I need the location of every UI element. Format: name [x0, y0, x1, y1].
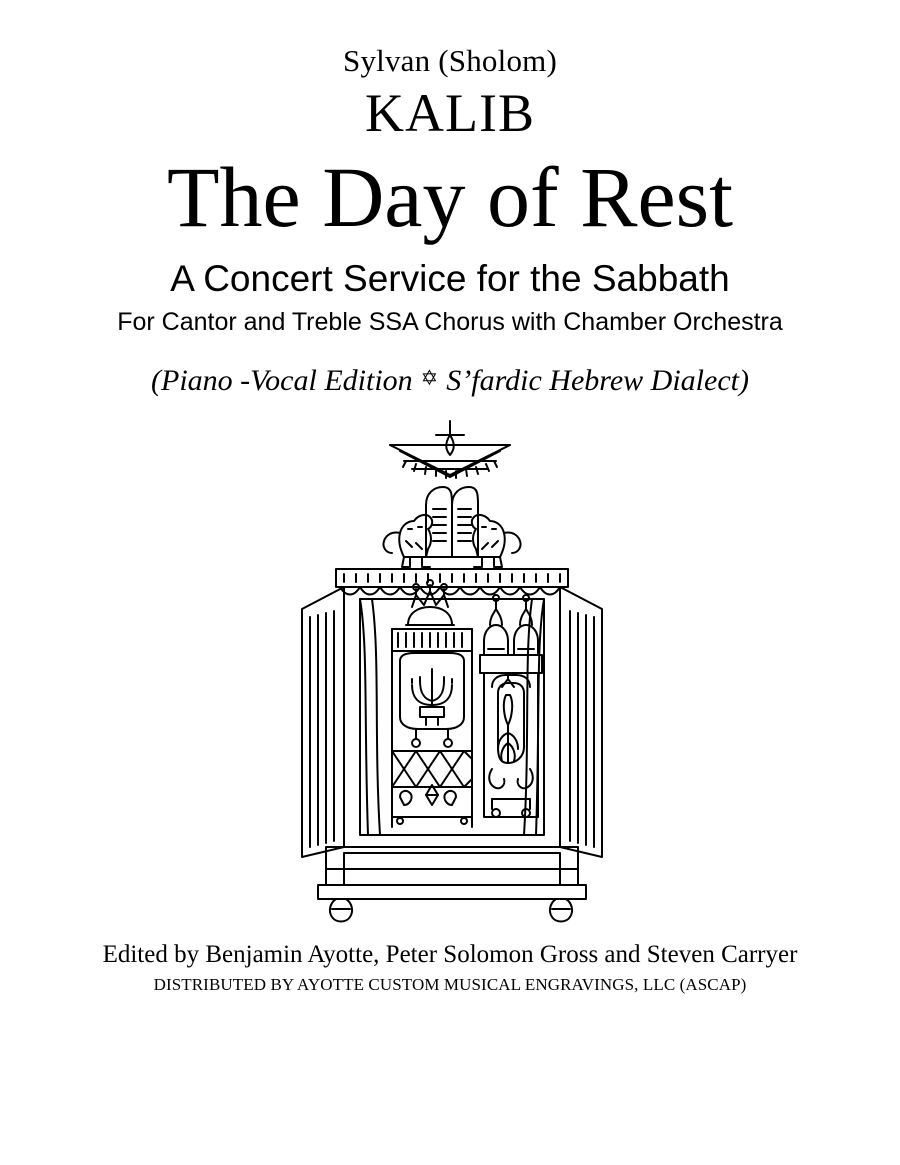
ark-cornice	[336, 569, 568, 595]
editors-credit: Edited by Benjamin Ayotte, Peter Solomon Gross and Steven Carryer	[102, 941, 798, 969]
lion-right-icon	[472, 515, 521, 567]
ark-curtain-left	[360, 599, 380, 835]
composer-last-name: KALIB	[365, 83, 535, 144]
tablets-icon	[426, 487, 478, 557]
torah-scroll-right	[480, 595, 542, 817]
scoring-line: For Cantor and Treble SSA Chorus with Chamber Orchestra	[117, 308, 783, 337]
edition-open-text: (Piano -Vocal Edition	[151, 364, 413, 398]
eternal-lamp-icon	[390, 421, 510, 478]
subtitle: A Concert Service for the Sabbath	[170, 258, 730, 300]
torah-scroll-left	[392, 580, 472, 827]
ark-base	[318, 847, 586, 899]
edition-close-text: S’fardic Hebrew Dialect)	[446, 364, 749, 398]
ark-door-left	[302, 587, 344, 857]
lion-left-icon	[383, 515, 432, 567]
distributor-credit: DISTRIBUTED BY AYOTTE CUSTOM MUSICAL ENGRAVINGS, LLC (ASCAP)	[153, 975, 747, 995]
composer-first-name: Sylvan (Sholom)	[343, 43, 557, 78]
edition-line	[151, 363, 749, 399]
ark-door-right	[560, 587, 602, 857]
torah-ark-illustration	[240, 417, 660, 927]
star-of-david-icon: ✡	[420, 366, 439, 391]
ark-feet	[330, 899, 572, 922]
page-title: The Day of Rest	[166, 149, 733, 246]
